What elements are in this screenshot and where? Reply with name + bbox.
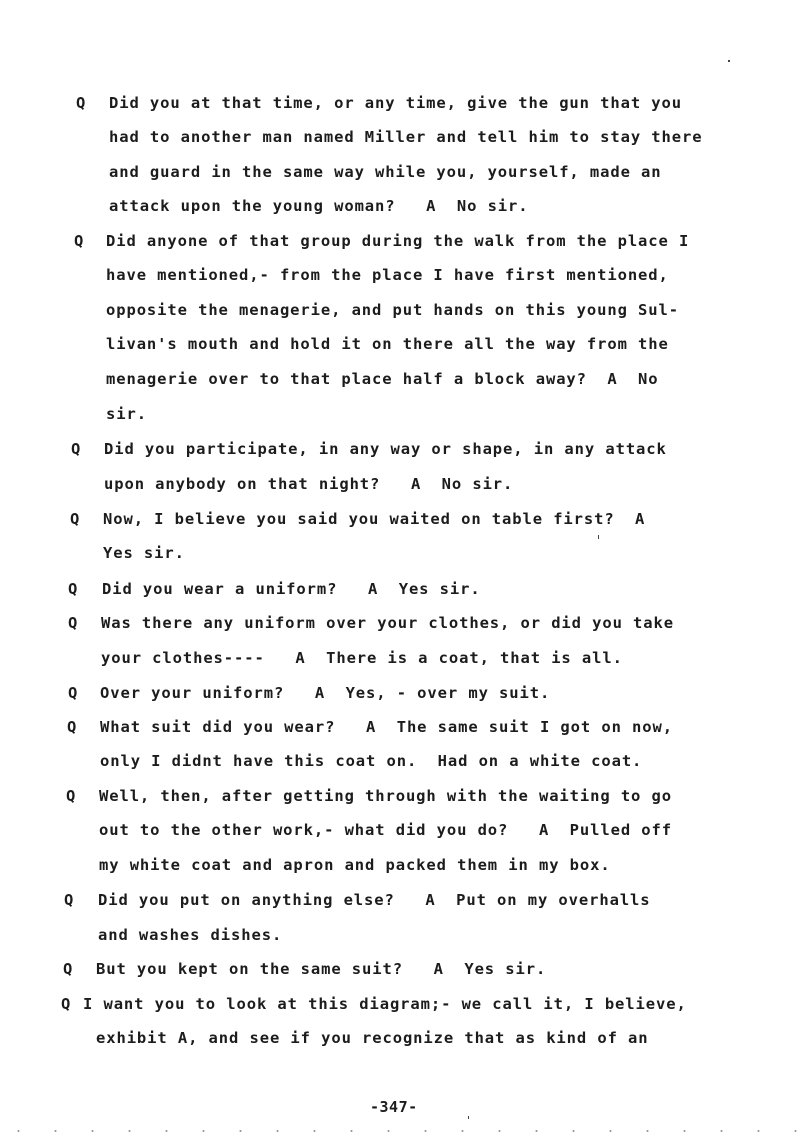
question-answer-line: What suit did you wear? A The same suit I got on now, [100,718,673,736]
question-marker: Q [68,580,78,598]
question-line: Did anyone of that group during the walk from the place I [106,232,690,250]
question-answer-line: Did you put on anything else? A Put on my overhalls [98,891,651,909]
answer-line: my white coat and apron and packed them in my box. [99,856,611,874]
question-line: have mentioned,- from the place I have first mentioned, [106,266,669,284]
question-line: Well, then, after getting through with the waiting to go [99,787,672,805]
scan-speck [598,535,599,539]
answer-line: and washes dishes. [98,926,283,944]
question-marker: Q [64,891,74,909]
scan-speck [468,1116,469,1119]
question-answer-line: Did you wear a uniform? A Yes sir. [102,580,481,598]
question-answer-line: attack upon the young woman? A No sir. [109,197,529,215]
question-answer-line: menagerie over to that place half a block away? A No [106,370,659,388]
question-answer-line: But you kept on the same suit? A Yes sir. [96,960,547,978]
question-marker: Q [63,960,73,978]
question-marker: Q [76,94,86,112]
question-answer-line: your clothes---- A There is a coat, that is all. [101,649,623,667]
question-line: opposite the menagerie, and put hands on this young Sul- [106,301,679,319]
question-line: I want you to look at this diagram;- we call it, I believe, [83,995,687,1013]
question-marker: Q [61,995,71,1013]
question-answer-line: Now, I believe you said you waited on table first? A [103,510,646,528]
question-marker: Q [74,232,84,250]
question-marker: Q [68,614,78,632]
answer-line: Yes sir. [103,544,185,562]
question-answer-line: upon anybody on that night? A No sir. [104,475,514,493]
question-line: Did you at that time, or any time, give the gun that you [109,94,682,112]
page-number: -347- [370,1098,418,1116]
question-marker: Q [68,684,78,702]
question-line: exhibit A, and see if you recognize that as kind of an [96,1029,649,1047]
question-line: Was there any uniform over your clothes, or did you take [101,614,674,632]
question-line: and guard in the same way while you, yourself, made an [109,163,662,181]
answer-line: sir. [106,405,147,423]
question-marker: Q [66,787,76,805]
scan-edge-noise [0,1129,800,1133]
question-answer-line: Over your uniform? A Yes, - over my suit. [100,684,551,702]
scan-speck [728,60,730,62]
question-marker: Q [70,510,80,528]
question-marker: Q [67,718,77,736]
question-line: Did you participate, in any way or shape, in any attack [104,440,667,458]
answer-line: only I didnt have this coat on. Had on a white coat. [100,752,643,770]
question-line: had to another man named Miller and tell him to stay there [109,128,703,146]
question-marker: Q [71,440,81,458]
question-line: livan's mouth and hold it on there all the way from the [106,335,669,353]
question-answer-line: out to the other work,- what did you do? A Pulled off [99,821,672,839]
